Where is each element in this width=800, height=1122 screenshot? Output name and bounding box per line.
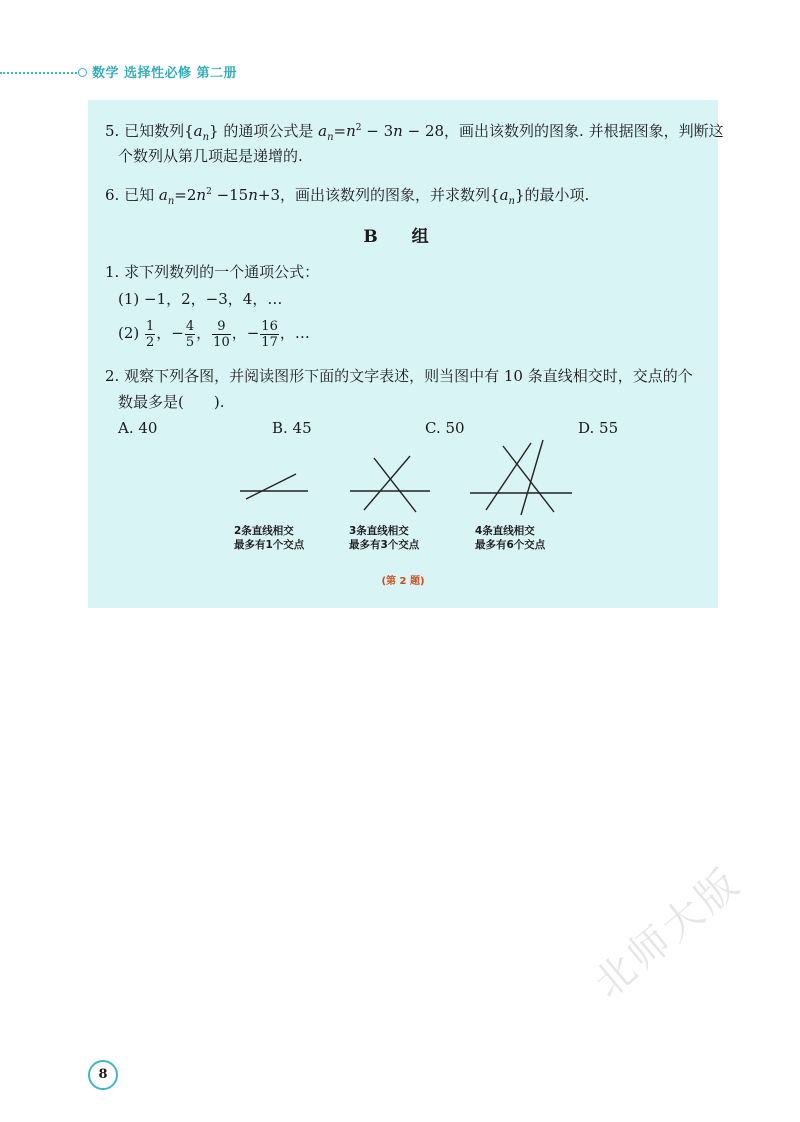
caption-fig-2: 3条直线相交 最多有3个交点 (349, 525, 420, 551)
header-rule (0, 72, 80, 74)
b1-part-1: (1) −1，2，−3，4，… (118, 290, 283, 308)
option-a: A. 40 (118, 419, 158, 437)
figure-label: (第 2 题) (381, 576, 425, 587)
option-d: D. 55 (578, 419, 619, 437)
fig2-line-2 (364, 456, 410, 510)
fraction-1: $\frac{1}{2}$ (146, 318, 155, 350)
fraction-4: $\frac{16}{17}$ (261, 318, 278, 350)
group-b-title: B 组 (363, 227, 443, 247)
fraction-2: $\frac{4}{5}$ (185, 318, 195, 350)
b1-stem: 1. 求下列数列的一个通项公式： (105, 263, 320, 281)
caption-fig-1: 2条直线相交 最多有1个交点 (234, 525, 305, 551)
option-b: B. 45 (272, 419, 312, 437)
b2-line-2: 数最多是( ). (118, 393, 225, 411)
b1-part-2: (2) $\frac{1}{2}$ ，− $\frac{4}{5}$ ， $\frac{9}{10}$ ，− $\frac{16}{17}$ ，… (118, 318, 310, 350)
header-dot-icon (78, 68, 87, 77)
b2-line-1: 2. 观察下列各图，并阅读图形下面的文字表述，则当图中有 10 条直线相交时，交点的个 (105, 367, 693, 385)
problem-6: 6. 已知 $a_n=2n^2 -15n+3$，画出该数列的图象，并求数列$\{a_n\}$的最小项. (105, 186, 590, 207)
fig2-line-3 (374, 458, 416, 512)
page-number: 8 (88, 1060, 118, 1090)
running-header: 数学 选择性必修 第二册 (92, 66, 238, 81)
fig1-line-2 (246, 474, 296, 499)
caption-fig-3: 4条直线相交 最多有6个交点 (475, 525, 546, 551)
fig3-line-3 (503, 446, 554, 512)
fraction-3: $\frac{9}{10}$ (213, 318, 230, 350)
problem-5-line-1: 5. 已知数列$\{a_n\}$ 的通项公式是 $a_n=n^2 - 3n - 28$，画出该数列的图象. 并根据图象，判断这 (105, 122, 724, 143)
exercise-panel (88, 100, 724, 608)
publisher-watermark: 北师大版 (585, 858, 751, 1008)
option-c: C. 50 (425, 419, 465, 437)
problem-5-line-2: 个数列从第几项起是递增的. (118, 147, 303, 165)
fig3-line-4 (521, 440, 543, 515)
